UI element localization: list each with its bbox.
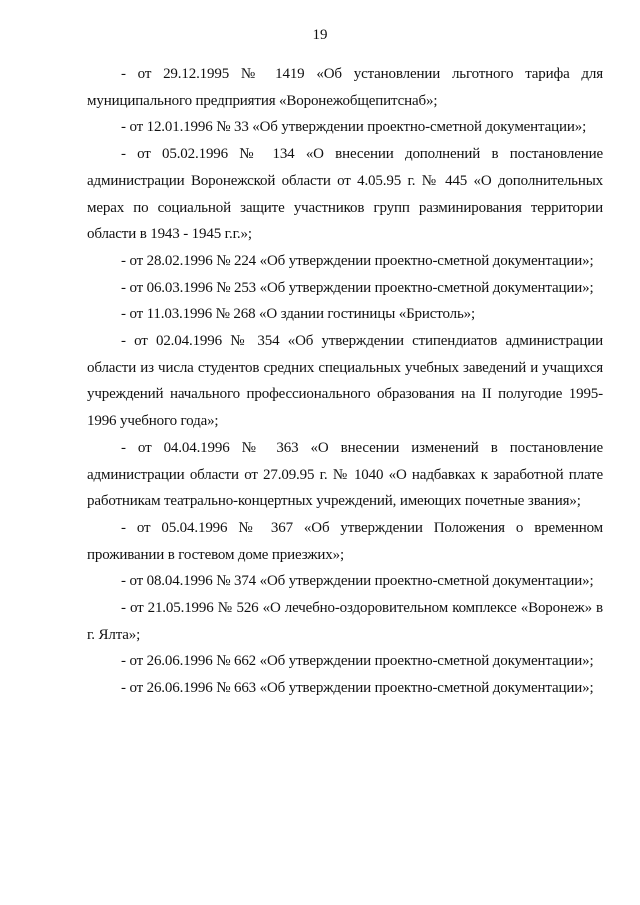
list-item: - от 11.03.1996 № 268 «О здании гостиницы «Бристоль»; (121, 306, 476, 323)
list-item: - от 06.03.1996 № 253 «Об утверждении проектно-сметной документации»; (121, 279, 594, 296)
list-item: - от 26.06.1996 № 663 «Об утверждении проектно-сметной документации»; (121, 680, 594, 697)
list-item: - от 08.04.1996 № 374 «Об утверждении проектно-сметной документации»; (121, 573, 594, 590)
list-item: - от 04.04.1996 № 363 «О внесении изменений в постановление администрации области от 27.09.95 г. № 1040 «О надбавках к заработной плате работникам театрально-концертных учреждений, имеющих почетные звания»; (87, 439, 603, 510)
list-item: - от 26.06.1996 № 662 «Об утверждении проектно-сметной документации»; (121, 653, 594, 670)
list-item: - от 05.02.1996 № 134 «О внесении дополнений в постановление администрации Воронежской области от 4.05.95 г. № 445 «О дополнительных мерах по социальной защите участников групп разминирования территории области в 1943 - 1945 г.г.»; (87, 146, 603, 243)
list-item: - от 21.05.1996 № 526 «О лечебно-оздоровительном комплексе «Воронеж» в г. Ялта»; (87, 600, 603, 643)
page-number: 19 (312, 27, 328, 43)
list-item: - от 02.04.1996 № 354 «Об утверждении стипендиатов администрации области из числа студентов средних специальных учебных заведений и учащихся учреждений начального профессионального образования на II полугодие 1995-1996 учебного года»; (87, 333, 603, 430)
list-item: - от 05.04.1996 № 367 «Об утверждении Положения о временном проживании в гостевом доме приезжих»; (87, 519, 603, 563)
document-body (87, 61, 603, 702)
list-item: - от 12.01.1996 № 33 «Об утверждении проектно-сметной документации»; (121, 119, 587, 136)
list-item: - от 28.02.1996 № 224 «Об утверждении проектно-сметной документации»; (121, 252, 594, 269)
list-item: - от 29.12.1995 № 1419 «Об установлении льготного тарифа для муниципального предприятия «Воронежобщепитснаб»; (87, 66, 603, 109)
